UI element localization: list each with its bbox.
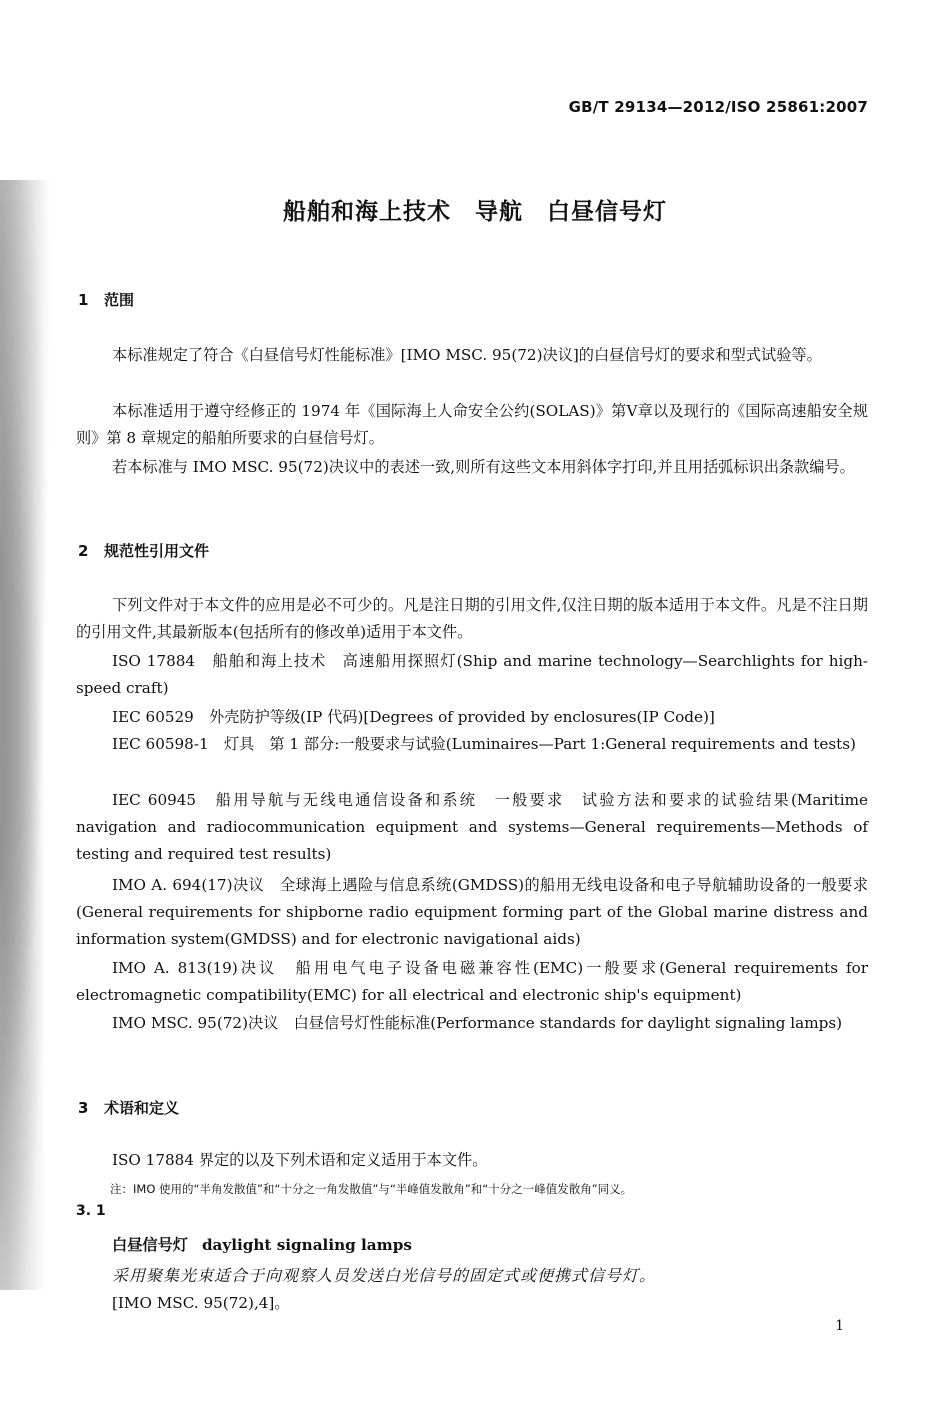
standard-code: GB/T 29134—2012/ISO 25861:2007 — [568, 98, 868, 116]
section-title: 范围 — [104, 291, 135, 309]
paragraph: 本标准规定了符合《白昼信号灯性能标准》[IMO MSC. 95(72)决议]的白昼信号灯的要求和型式试验等。 — [112, 346, 822, 364]
section-number: 3 — [78, 1099, 89, 1117]
term-entry — [112, 1234, 412, 1255]
term-definition: 采用聚集光束适合于向观察人员发送白光信号的固定式或便携式信号灯。 — [112, 1266, 657, 1285]
section-number: 2 — [78, 542, 89, 560]
section-title: 规范性引用文件 — [104, 542, 210, 560]
document-title: 船舶和海上技术 导航 白昼信号灯 — [283, 199, 667, 225]
reference-item: ISO 17884 船舶和海上技术 高速船用探照灯(Ship and marine technology—Searchlights for high-speed craft) — [76, 652, 868, 697]
term-source: [IMO MSC. 95(72),4]。 — [112, 1294, 290, 1312]
reference-item: IMO MSC. 95(72)决议 白昼信号灯性能标准(Performance standards for daylight signaling lamps) — [112, 1014, 843, 1032]
paragraph: ISO 17884 界定的以及下列术语和定义适用于本文件。 — [112, 1151, 488, 1169]
paragraph: 若本标准与 IMO MSC. 95(72)决议中的表述一致,则所有这些文本用斜体字打印,并且用括弧标识出条款编号。 — [112, 458, 855, 476]
section-heading-scope — [78, 289, 134, 310]
reference-item: IMO A. 694(17)决议 全球海上遇险与信息系统(GMDSS)的船用无线电设备和电子导航辅助设备的一般要求(General requirements for shipborne radio equipment forming part of the Global marine distress and information system(GMDSS) and for electronic navigational aids) — [76, 876, 868, 948]
section-heading-terms-and-definitions — [78, 1097, 179, 1118]
section-heading-normative-references — [78, 540, 209, 561]
section-title: 术语和定义 — [104, 1099, 180, 1117]
reference-item: IEC 60598-1 灯具 第 1 部分:一般要求与试验(Luminaires—Part 1:General requirements and tests) — [112, 735, 856, 753]
term-chinese: 白昼信号灯 — [112, 1236, 188, 1254]
section-number: 1 — [78, 291, 89, 309]
note: 注：IMO 使用的“半角发散值”和“十分之一角发散值”与“半峰值发散角”和“十分之一峰值发散角”同义。 — [110, 1182, 633, 1196]
reference-item: IEC 60529 外壳防护等级(IP 代码)[Degrees of provided by enclosures(IP Code)] — [112, 708, 715, 726]
scan-shadow — [0, 180, 60, 1290]
subsection-number: 3. 1 — [76, 1203, 106, 1219]
term-english: daylight signaling lamps — [201, 1236, 412, 1254]
paragraph: 本标准适用于遵守经修正的 1974 年《国际海上人命安全公约(SOLAS)》第Ⅴ章以及现行的《国际高速船安全规则》第 8 章规定的船舶所要求的白昼信号灯。 — [76, 402, 868, 447]
page-number: 1 — [835, 1318, 844, 1334]
paragraph: 下列文件对于本文件的应用是必不可少的。凡是注日期的引用文件,仅注日期的版本适用于本文件。凡是不注日期的引用文件,其最新版本(包括所有的修改单)适用于本文件。 — [76, 596, 868, 641]
reference-item: IMO A. 813(19)决议 船用电气电子设备电磁兼容性(EMC)一般要求(General requirements for electromagnetic compatibility(EMC) for all electrical and electronic ship's equipment) — [76, 959, 868, 1004]
reference-item: IEC 60945 船用导航与无线电通信设备和系统 一般要求 试验方法和要求的试验结果(Maritime navigation and radiocommunication equipment and systems—General requirements—Methods of testing and required test results) — [76, 791, 868, 863]
